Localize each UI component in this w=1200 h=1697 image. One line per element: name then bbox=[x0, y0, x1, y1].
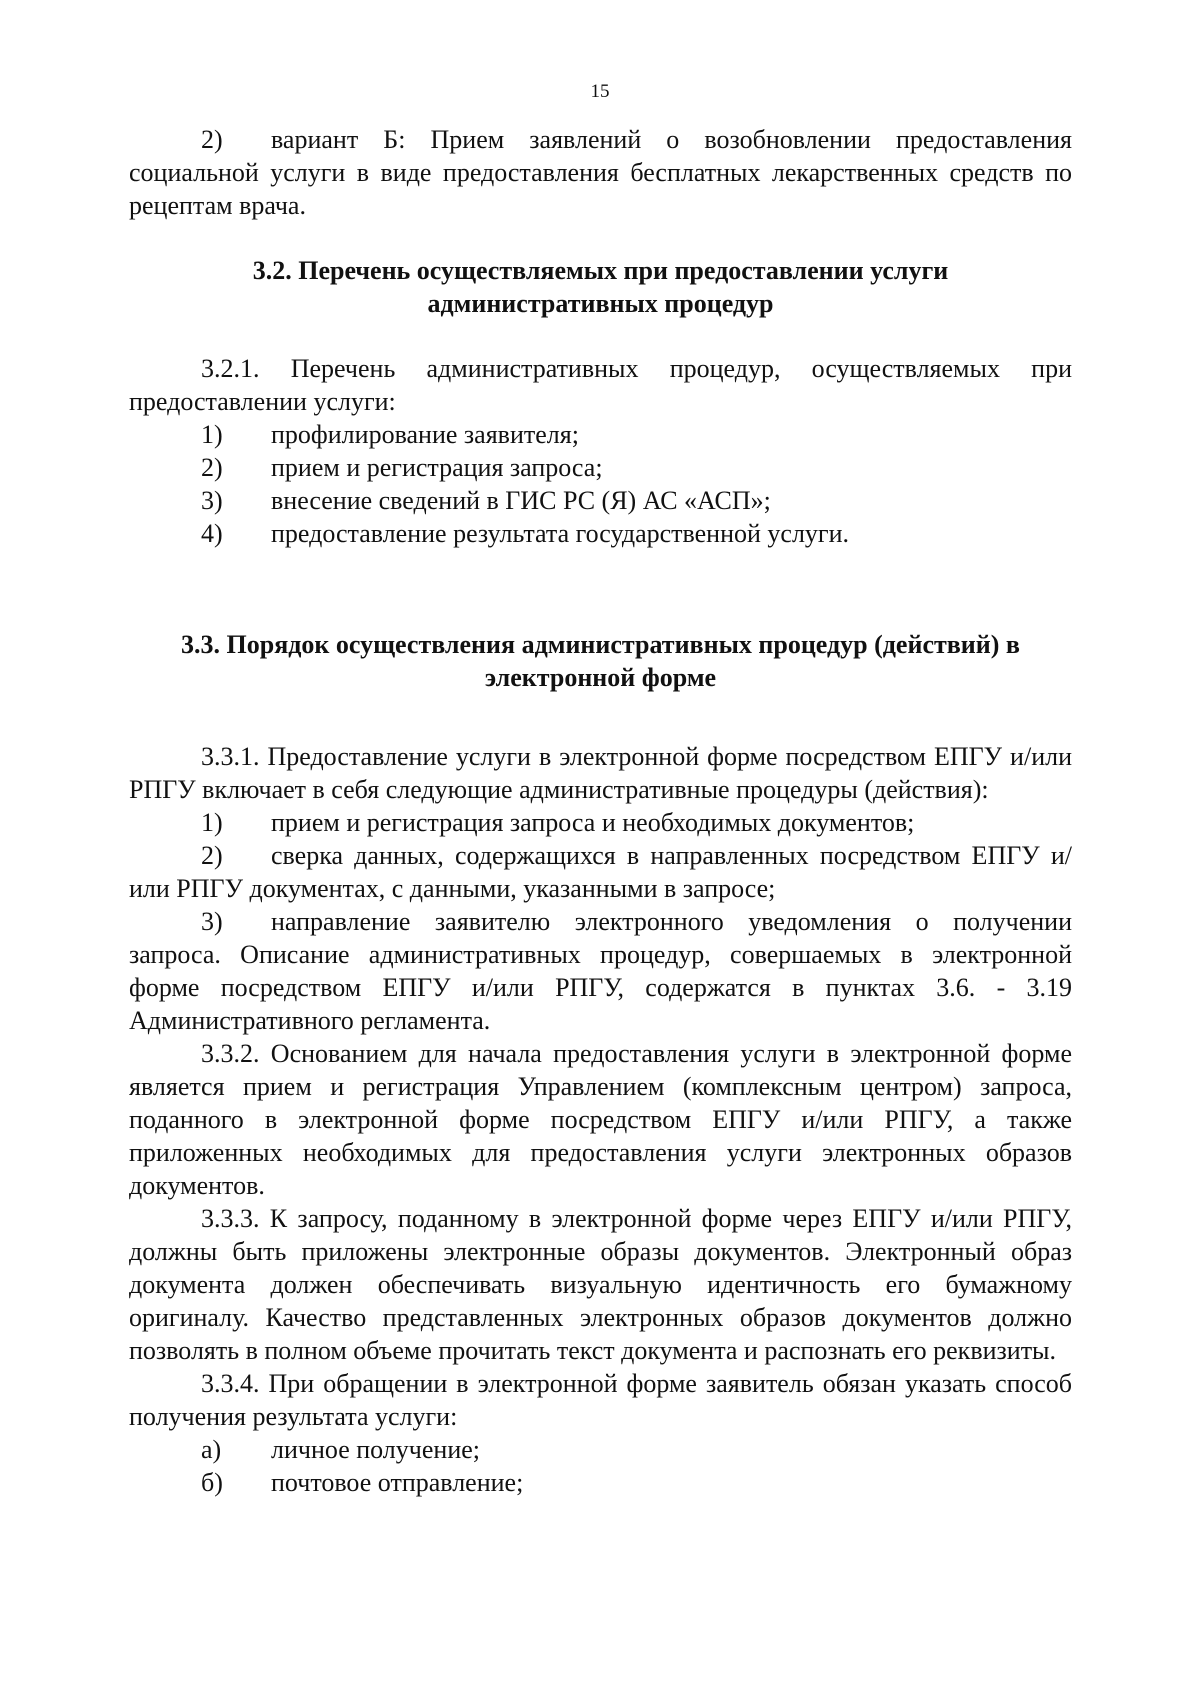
list-item-text: личное получение; bbox=[271, 1435, 480, 1464]
heading-line: 3.3. Порядок осуществления административных процедур (действий) в bbox=[181, 630, 1020, 659]
list-item bbox=[129, 905, 1072, 1037]
list-item-number: 3) bbox=[201, 907, 223, 936]
section-3-3-heading bbox=[129, 628, 1072, 694]
list-item-text: прием и регистрация запроса; bbox=[271, 453, 603, 482]
list-item bbox=[129, 806, 1072, 839]
list-item-number: 2) bbox=[201, 841, 223, 870]
list-item-number: 3) bbox=[201, 486, 223, 515]
list-item-text: прием и регистрация запроса и необходимых документов; bbox=[271, 808, 915, 837]
list-item bbox=[129, 1466, 1072, 1499]
section-3-2-body bbox=[129, 352, 1072, 550]
list-item-number: 1) bbox=[201, 420, 223, 449]
list-item-text: предоставление результата государственной услуги. bbox=[271, 519, 850, 548]
list-item-number: 2) bbox=[201, 453, 223, 482]
list-item-number: 1) bbox=[201, 808, 223, 837]
list-item bbox=[129, 1433, 1072, 1466]
heading-line: 3.2. Перечень осуществляемых при предоставлении услуги bbox=[252, 256, 949, 285]
paragraph-3-3-4: 3.3.4. При обращении в электронной форме заявитель обязан указать способ получения результата услуги: bbox=[129, 1369, 1072, 1431]
list-item-text: сверка данных, содержащихся в направленных посредством ЕПГУ и/или РПГУ документах, с данными, указанными в запросе; bbox=[129, 841, 1072, 903]
list-item-text: почтовое отправление; bbox=[271, 1468, 524, 1497]
section-3-2-heading bbox=[129, 254, 1072, 320]
list-item bbox=[129, 839, 1072, 905]
heading-line: административных процедур bbox=[427, 289, 774, 318]
list-item bbox=[129, 418, 1072, 451]
list-item bbox=[129, 517, 1072, 550]
list-item bbox=[129, 451, 1072, 484]
list-item-text: профилирование заявителя; bbox=[271, 420, 579, 449]
paragraph-3-3-1: 3.3.1. Предоставление услуги в электронной форме посредством ЕПГУ и/или РПГУ включает в себя следующие административные процедуры (действия): bbox=[129, 742, 1072, 804]
list-item-text: вариант Б: Прием заявлений о возобновлении предоставления социальной услуги в виде предоставления бесплатных лекарственных средств по рецептам врача. bbox=[129, 125, 1072, 220]
intro-block bbox=[129, 123, 1072, 222]
paragraph-3-3-2: 3.3.2. Основанием для начала предоставления услуги в электронной форме является прием и регистрация Управлением (комплексным центром) запроса, поданного в электронной форме посредством ЕПГУ и/или РПГУ, а также приложенных необходимых для предоставления услуги электронных образов документов. bbox=[129, 1039, 1072, 1200]
list-item-number: б) bbox=[201, 1468, 223, 1497]
list-item-text: направление заявителю электронного уведомления о получении запроса. Описание административных процедур, совершаемых в электронной форме посредством ЕПГУ и/или РПГУ, содержатся в пунктах 3.6. - 3.19 Административного регламента. bbox=[129, 907, 1072, 1035]
paragraph-3-2-1: 3.2.1. Перечень административных процедур, осуществляемых при предоставлении услуги: bbox=[129, 354, 1072, 416]
list-item-number: 4) bbox=[201, 519, 223, 548]
list-item-number: 2) bbox=[201, 125, 223, 154]
list-item-number: а) bbox=[201, 1435, 222, 1464]
list-item-text: внесение сведений в ГИС РС (Я) АС «АСП»; bbox=[271, 486, 771, 515]
paragraph-3-3-3: 3.3.3. К запросу, поданному в электронной форме через ЕПГУ и/или РПГУ, должны быть приложены электронные образы документов. Электронный образ документа должен обеспечивать визуальную идентичность его бумажному оригиналу. Качество представленных электронных образов документов должно позволять в полном объеме прочитать текст документа и распознать его реквизиты. bbox=[129, 1204, 1072, 1365]
page-number: 15 bbox=[590, 81, 610, 102]
list-item bbox=[129, 484, 1072, 517]
heading-line: электронной форме bbox=[484, 663, 717, 692]
list-item bbox=[129, 123, 1072, 222]
section-3-3-body bbox=[129, 740, 1072, 1499]
